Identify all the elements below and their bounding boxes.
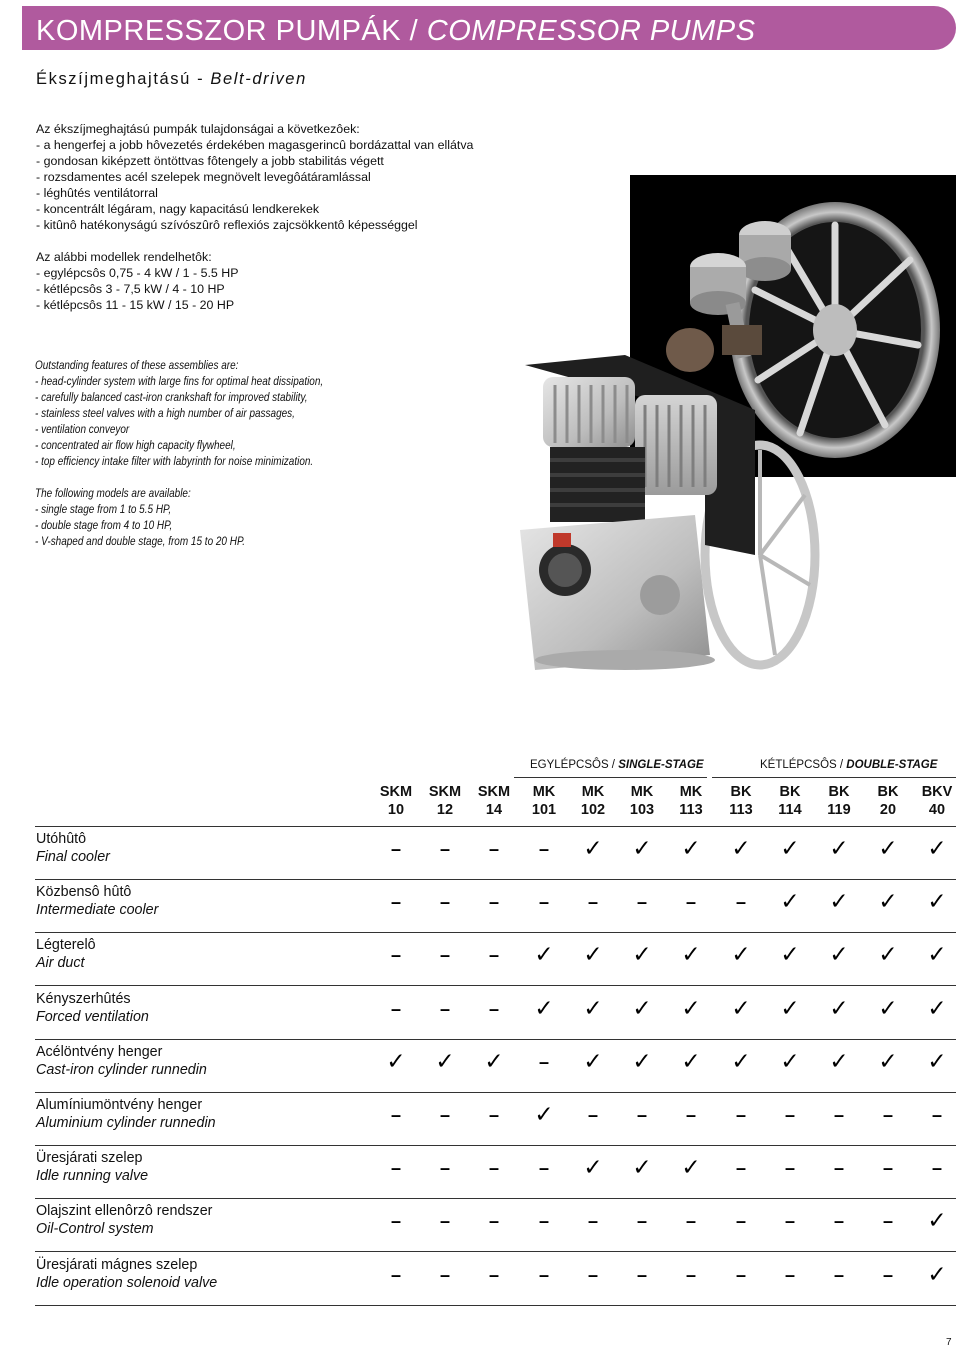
check-mark-icon: ✓ [878,1048,898,1075]
en-feature: - head-cylinder system with large fins for optimal heat dissipation, [35,375,324,388]
dash-mark: – [390,1211,401,1232]
table-row-label: Kényszerhûtés Forced ventilation [36,990,149,1025]
column-header: BK 114 [778,784,802,818]
table-rule [35,1305,956,1306]
check-mark-icon: ✓ [829,995,849,1022]
table-row-label: Olajszint ellenôrzô rendszer Oil-Control system [36,1203,213,1238]
table-row-label: Légterelô Air duct [36,937,96,972]
hu-feature: - léghûtés ventilátorral [36,186,158,200]
check-mark-icon: ✓ [484,1048,504,1075]
dash-mark: – [390,1105,401,1125]
check-mark-icon: ✓ [583,836,603,862]
single-stage-heading: EGYLÉPCSÔS / SINGLE-STAGE [530,759,704,771]
en-models-intro: The following models are available: [35,487,191,500]
hu-intro: Az ékszíjmeghajtású pumpák tulajdonságai a következôek: [36,122,360,136]
check-mark-icon: ✓ [534,1102,554,1128]
check-mark-icon: ✓ [927,942,947,969]
dash-mark: – [735,1264,746,1285]
dash-mark: – [735,1211,746,1232]
dash-mark: – [390,1264,401,1285]
check-mark-icon: ✓ [878,836,898,862]
dash-mark: – [685,1105,696,1125]
dash-mark: – [390,998,401,1019]
dash-mark: – [784,1158,795,1179]
page-title: KOMPRESSZOR PUMPÁK / COMPRESSOR PUMPS [36,15,756,47]
dash-mark: – [587,1264,598,1285]
dash-mark: – [488,945,499,966]
en-feature: - top efficiency intake filter with labyrinth for noise minimization. [35,455,314,468]
check-mark-icon: ✓ [681,995,701,1022]
dash-mark: – [488,1211,499,1232]
column-header: SKM 10 [379,784,413,818]
en-feature: - carefully balanced cast-iron crankshaft for improved stability, [35,391,308,404]
double-stage-heading: KÉTLÉPCSÔS / DOUBLE-STAGE [760,759,938,771]
dash-mark: – [833,1105,844,1125]
check-mark-icon: ✓ [878,942,898,969]
hu-feature: - a hengerfej a jobb hôvezetés érdekében magasgerincû bordázattal van ellátva [36,138,474,152]
table-rule [35,932,956,933]
dash-mark: – [833,1211,844,1232]
table-rule [35,1145,956,1146]
en-feature: - ventilation conveyor [35,423,130,436]
check-mark-icon: ✓ [829,836,849,862]
check-mark-icon: ✓ [534,942,554,969]
column-header: BKV 40 [921,784,953,818]
dash-mark: – [833,1264,844,1285]
table-row-label: Üresjárati mágnes szelep Idle operation solenoid valve [36,1256,218,1291]
table-rule [35,879,956,880]
dash-mark: – [538,1211,549,1232]
check-mark-icon: ✓ [583,942,603,969]
check-mark-icon: ✓ [681,836,701,862]
check-mark-icon: ✓ [534,995,554,1022]
hu-models-intro: Az alábbi modellek rendelhetôk: [36,250,212,264]
dash-mark: – [488,892,499,913]
dash-mark: – [735,1105,746,1125]
column-header: BK 119 [827,784,851,818]
dash-mark: – [390,1158,401,1179]
check-mark-icon: ✓ [632,995,652,1022]
dash-mark: – [538,1158,549,1179]
dash-mark: – [587,892,598,913]
check-mark-icon: ✓ [632,942,652,969]
dash-mark: – [636,1264,647,1285]
hu-feature: - rozsdamentes acél szelepek megnövelt levegôátáramlással [36,170,371,184]
check-mark-icon: ✓ [681,1048,701,1075]
column-header: SKM 12 [428,784,462,818]
table-rule [35,1092,956,1093]
en-model: - V-shaped and double stage, from 15 to 20 HP. [35,535,246,548]
check-mark-icon: ✓ [583,1048,603,1075]
dash-mark: – [488,1264,499,1285]
en-feature: - concentrated air flow high capacity flywheel, [35,439,236,452]
dash-mark: – [685,1264,696,1285]
table-row-label: Utóhûtô Final cooler [36,831,110,865]
dash-mark: – [488,1158,499,1179]
dash-mark: – [439,1211,450,1232]
dash-mark: – [784,1105,795,1125]
dash-mark: – [931,1105,942,1125]
check-mark-icon: ✓ [780,995,800,1022]
dash-mark: – [685,892,696,913]
check-mark-icon: ✓ [681,942,701,969]
check-mark-icon: ✓ [927,836,947,862]
dash-mark: – [439,1105,450,1125]
dash-mark: – [488,839,499,859]
column-header: BK 113 [729,784,753,818]
dash-mark: – [882,1264,893,1285]
dash-mark: – [685,1211,696,1232]
dash-mark: – [390,839,401,859]
dash-mark: – [439,998,450,1019]
table-rule [35,1039,956,1040]
dash-mark: – [636,1105,647,1125]
dash-mark: – [538,1051,549,1072]
check-mark-icon: ✓ [927,1208,947,1235]
dash-mark: – [439,892,450,913]
column-header: MK 103 [629,784,655,818]
english-features [35,358,439,550]
check-mark-icon: ✓ [829,942,849,969]
hu-feature: - gondosan kiképzett öntöttvas fôtengely a jobb stabilitás végett [36,154,384,168]
check-mark-icon: ✓ [829,1048,849,1075]
check-mark-icon: ✓ [681,1155,701,1182]
check-mark-icon: ✓ [780,1048,800,1075]
check-mark-icon: ✓ [632,1048,652,1075]
dash-mark: – [636,892,647,913]
hu-feature: - kitûnô hatékonyságú szívószûrô reflexiós zajcsökkentô képességgel [36,218,418,232]
hu-model: - kétlépcsôs 3 - 7,5 kW / 4 - 10 HP [36,282,225,296]
check-mark-icon: ✓ [780,836,800,862]
table-rule [35,985,956,986]
dash-mark: – [538,839,549,859]
check-mark-icon: ✓ [386,1048,406,1075]
check-mark-icon: ✓ [731,995,751,1022]
table-row-label: Alumíniumöntvény henger Aluminium cylinder runnedin [36,1097,216,1131]
check-mark-icon: ✓ [435,1048,455,1075]
dash-mark: – [587,1211,598,1232]
check-mark-icon: ✓ [731,942,751,969]
dash-mark: – [784,1211,795,1232]
column-header: MK 101 [531,784,557,818]
dash-mark: – [439,839,450,859]
dash-mark: – [439,945,450,966]
dash-mark: – [931,1158,942,1179]
check-mark-icon: ✓ [731,1048,751,1075]
single-stage-rule [514,777,707,778]
check-mark-icon: ✓ [829,889,849,916]
check-mark-icon: ✓ [927,995,947,1022]
compressor-pump-photo [505,355,825,675]
column-header: BK 20 [877,784,899,818]
check-mark-icon: ✓ [927,1261,947,1288]
en-feature: - stainless steel valves with a high number of air passages, [35,407,295,420]
dash-mark: – [587,1105,598,1125]
dash-mark: – [833,1158,844,1179]
column-header: SKM 14 [477,784,511,818]
column-header: MK 102 [580,784,606,818]
check-mark-icon: ✓ [878,995,898,1022]
dash-mark: – [488,1105,499,1125]
dash-mark: – [488,998,499,1019]
column-header: MK 113 [679,784,703,818]
en-model: - single stage from 1 to 5.5 HP, [35,503,172,516]
check-mark-icon: ✓ [780,942,800,969]
hu-model: - egylépcsôs 0,75 - 4 kW / 1 - 5.5 HP [36,266,239,280]
title-bar [22,6,956,50]
dash-mark: – [735,892,746,913]
dash-mark: – [439,1264,450,1285]
dash-mark: – [882,1105,893,1125]
dash-mark: – [390,892,401,913]
table-rule [35,826,956,827]
check-mark-icon: ✓ [927,889,947,916]
check-mark-icon: ✓ [780,889,800,916]
hu-feature: - koncentrált légáram, nagy kapacitású lendkerekek [36,202,320,216]
dash-mark: – [538,892,549,913]
check-mark-icon: ✓ [583,995,603,1022]
hu-model: - kétlépcsôs 11 - 15 kW / 15 - 20 HP [36,298,235,312]
check-mark-icon: ✓ [632,836,652,862]
page-number: 7 [946,1337,952,1348]
check-mark-icon: ✓ [632,1155,652,1182]
dash-mark: – [390,945,401,966]
hungarian-features [36,121,596,313]
dash-mark: – [439,1158,450,1179]
table-rule [35,1251,956,1252]
table-rule [35,1198,956,1199]
check-mark-icon: ✓ [927,1048,947,1075]
table-row-label: Acélöntvény henger Cast-iron cylinder runnedin [36,1043,207,1078]
dash-mark: – [538,1264,549,1285]
double-stage-rule [712,777,956,778]
dash-mark: – [882,1158,893,1179]
dash-mark: – [636,1211,647,1232]
check-mark-icon: ✓ [583,1155,603,1182]
subtitle: Ékszíjmeghajtású - Belt-driven [36,70,307,88]
check-mark-icon: ✓ [878,889,898,916]
table-row-label: Üresjárati szelep Idle running valve [36,1150,149,1185]
table-row-label: Közbensô hûtô Intermediate cooler [36,884,159,919]
dash-mark: – [882,1211,893,1232]
en-model: - double stage from 4 to 10 HP, [35,519,173,532]
dash-mark: – [784,1264,795,1285]
dash-mark: – [735,1158,746,1179]
check-mark-icon: ✓ [731,836,751,862]
en-intro: Outstanding features of these assemblies are: [35,359,239,372]
